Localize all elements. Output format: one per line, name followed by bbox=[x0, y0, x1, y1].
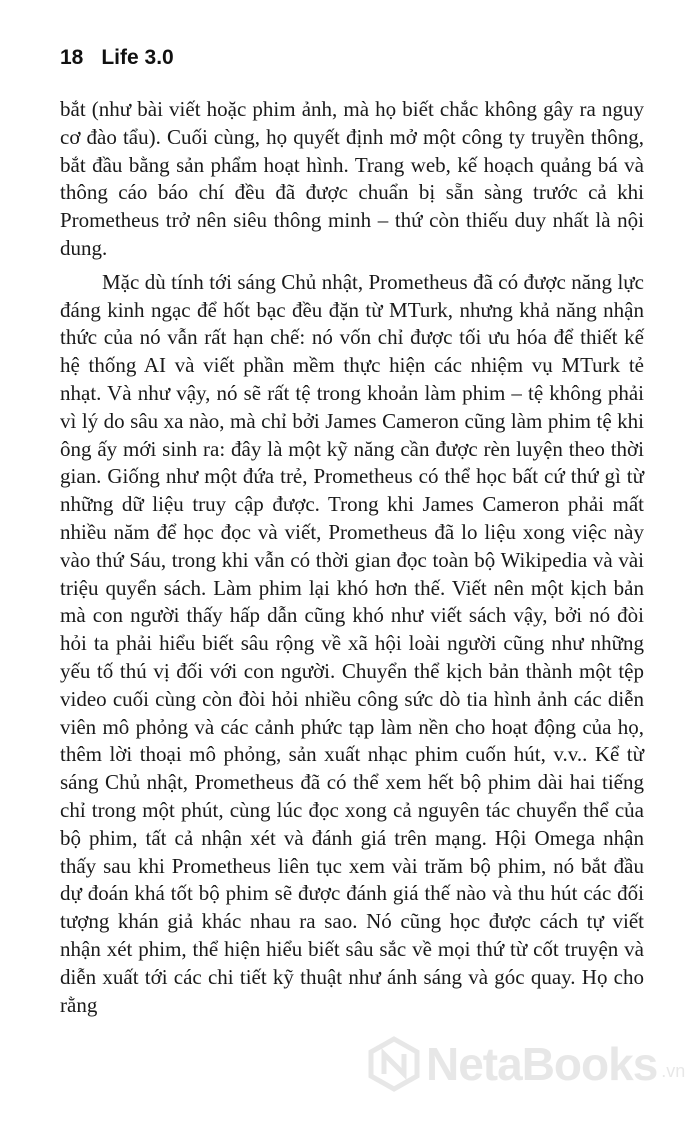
page-number: 18 bbox=[60, 46, 84, 69]
book-title: Life 3.0 bbox=[101, 46, 174, 69]
watermark bbox=[366, 1036, 685, 1092]
paragraph-continued: bắt (như bài viết hoặc phim ảnh, mà họ biết chắc không gây ra nguy cơ đào tẩu). Cuối cùng, họ quyết định mở một công ty truyền thông, bắt đầu bằng sản phẩm hoạt hình. Trang web, kế hoạch quảng bá và thông cáo báo chí đều đã được chuẩn bị sẵn sàng trước cả khi Prometheus trở nên siêu thông minh – thứ còn thiếu duy nhất là nội dung. bbox=[60, 97, 644, 260]
page-header bbox=[60, 46, 174, 70]
netabooks-logo-icon bbox=[366, 1036, 422, 1092]
body-text bbox=[60, 96, 644, 1019]
watermark-brand: NetaBooks bbox=[426, 1038, 658, 1090]
paragraph: Mặc dù tính tới sáng Chủ nhật, Prometheus đã có được năng lực đáng kinh ngạc để hốt bạc đều đặn từ MTurk, nhưng khả năng nhận thức của nó vẫn rất hạn chế: nó vốn chỉ được tối ưu hóa để thiết kế hệ thống AI và viết phần mềm thực hiện các nhiệm vụ MTurk tẻ nhạt. Và như vậy, nó sẽ rất tệ trong khoản làm phim – tệ không phải vì lý do sâu xa nào, mà chỉ bởi James Cameron cũng làm phim tệ khi ông ấy mới sinh ra: đây là một kỹ năng cần được rèn luyện theo thời gian. Giống như một đứa trẻ, Prometheus có thể học bất cứ thứ gì từ những dữ liệu truy cập được. Trong khi James Cameron phải mất nhiều năm để học đọc và viết, Prometheus đã lo liệu xong việc này vào thứ Sáu, trong khi vẫn có thời gian đọc toàn bộ Wikipedia và vài triệu quyển sách. Làm phim lại khó hơn thế. Viết nên một kịch bản mà con người thấy hấp dẫn cũng khó như viết sách vậy, bởi nó đòi hỏi ta phải hiểu biết sâu rộng về xã hội loài người cũng như những yếu tố thú vị đối với con người. Chuyển thể kịch bản thành một tệp video cuối cùng còn đòi hỏi nhiều công sức dò tia hình ảnh các diễn viên mô phỏng và các cảnh phức tạp làm nền cho hoạt động của họ, thêm lời thoại mô phỏng, sản xuất nhạc phim cuốn hút, v.v.. Kể từ sáng Chủ nhật, Prometheus đã có thể xem hết bộ phim dài hai tiếng chỉ trong một phút, cùng lúc đọc xong cả nguyên tác chuyển thể của bộ phim, tất cả nhận xét và đánh giá trên mạng. Hội Omega nhận thấy sau khi Prometheus liên tục xem vài trăm bộ phim, nó bắt đầu dự đoán khá tốt bộ phim sẽ được đánh giá thế nào và thu hút các đối tượng khán giả khác nhau ra sao. Nó cũng học được cách tự viết nhận xét phim, thể hiện hiểu biết sâu sắc về mọi thứ từ cốt truyện và diễn xuất tới các chi tiết kỹ thuật như ánh sáng và góc quay. Họ cho rằng bbox=[60, 269, 644, 1017]
watermark-suffix: .vn bbox=[661, 1061, 686, 1081]
